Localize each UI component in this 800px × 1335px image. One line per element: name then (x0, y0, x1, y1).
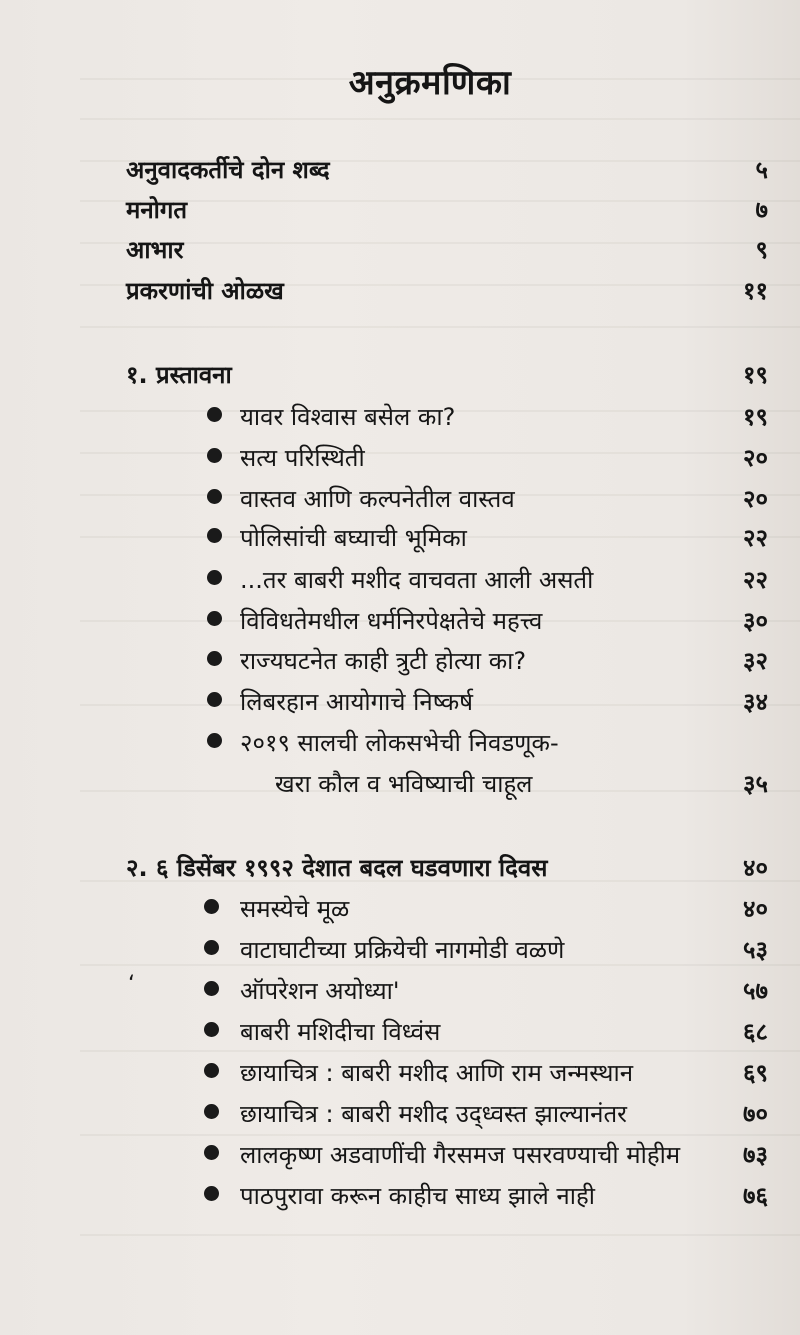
toc-subentry-label: सत्य परिस्थिती (240, 444, 365, 472)
toc-subentry-label: लालकृष्ण अडवाणींची गैरसमज पसरवण्याची मोहीम (240, 1141, 681, 1169)
toc-subentry-page: ६८ (743, 1018, 768, 1046)
chapter-heading (0, 355, 800, 395)
chapter-title: २. ६ डिसेंबर १९९२ देशात बदल घडवणारा दिवस (126, 854, 548, 882)
toc-entry-page: ११ (743, 277, 768, 305)
toc-subentry-label: पोलिसांची बघ्याची भूमिका (240, 524, 467, 552)
toc-subentry (0, 560, 800, 600)
toc-subentry-label: छायाचित्र : बाबरी मशीद उद्ध्वस्त झाल्यानंतर (240, 1100, 627, 1128)
toc-subentry (0, 1135, 800, 1175)
bullet-icon (204, 1063, 219, 1078)
toc-subentry (0, 397, 800, 437)
toc-subentry (0, 1176, 800, 1216)
toc-subentry (0, 682, 800, 722)
toc-subentry-page: २० (743, 444, 768, 472)
toc-subentry-label: छायाचित्र : बाबरी मशीद आणि राम जन्मस्थान (240, 1059, 634, 1087)
toc-subentry-label: वाटाघाटीच्या प्रक्रियेची नागमोडी वळणे (240, 936, 565, 964)
toc-subentry-label: बाबरी मशिदीचा विध्वंस (240, 1018, 441, 1046)
toc-subentry-page: २२ (743, 524, 768, 552)
bullet-icon (207, 733, 222, 748)
bullet-icon (207, 448, 222, 463)
toc-subentry-page: ३५ (743, 770, 768, 798)
toc-subentry (0, 1012, 800, 1052)
bullet-icon (207, 611, 222, 626)
toc-subentry (0, 971, 800, 1011)
toc-subentry-page: ३४ (743, 688, 768, 716)
toc-subentry-label: वास्तव आणि कल्पनेतील वास्तव (240, 485, 515, 513)
bullet-icon (207, 692, 222, 707)
toc-entry (0, 230, 800, 270)
toc-entry-page: ५ (755, 156, 768, 184)
toc-entry-label: अनुवादकर्तीचे दोन शब्द (126, 156, 330, 184)
toc-subentry-label: लिबरहान आयोगाचे निष्कर्ष (240, 688, 474, 716)
toc-subentry (0, 930, 800, 970)
toc-subentry-page: ३२ (743, 647, 768, 675)
bullet-icon (204, 899, 219, 914)
toc-subentry-continuation (0, 764, 800, 804)
toc-subentry-label: २०१९ सालची लोकसभेची निवडणूक- (240, 729, 559, 757)
toc-subentry (0, 641, 800, 681)
bullet-icon (204, 940, 219, 955)
toc-subentry-page: २२ (743, 566, 768, 594)
toc-entry-label: मनोगत (126, 196, 188, 224)
toc-subentry-label: यावर विश्वास बसेल का? (240, 403, 456, 431)
chapter-title: १. प्रस्तावना (126, 361, 232, 389)
bullet-icon (204, 1186, 219, 1201)
toc-subentry-page: ७० (743, 1100, 768, 1128)
toc-subentry (0, 1094, 800, 1134)
toc-subentry-page: १९ (743, 403, 768, 431)
toc-subentry-continuation-label: खरा कौल व भविष्याची चाहूल (275, 770, 533, 798)
toc-entry (0, 190, 800, 230)
toc-entry (0, 271, 800, 311)
toc-subentry-label: समस्येचे मूळ (240, 895, 350, 923)
toc-subentry-page: ५३ (743, 936, 768, 964)
bullet-icon (204, 1145, 219, 1160)
bullet-icon (207, 651, 222, 666)
toc-subentry-label: पाठपुरावा करून काहीच साध्य झाले नाही (240, 1182, 595, 1210)
show-through-line (80, 118, 800, 120)
toc-subentry-label: विविधतेमधील धर्मनिरपेक्षतेचे महत्त्व (240, 607, 543, 635)
bullet-icon (207, 570, 222, 585)
toc-subentry (0, 889, 800, 929)
chapter-page: ४० (743, 854, 768, 882)
toc-subentry-label: ऑपरेशन अयोध्या' (240, 977, 400, 1005)
toc-subentry-page: ७६ (743, 1182, 768, 1210)
bullet-icon (204, 981, 219, 996)
toc-subentry-page: ३० (743, 607, 768, 635)
bullet-icon (204, 1022, 219, 1037)
toc-subentry (0, 723, 800, 763)
stray-mark: ‘ (128, 972, 135, 997)
toc-entry-page: ९ (755, 236, 768, 264)
toc-subentry (0, 479, 800, 519)
toc-subentry (0, 1053, 800, 1093)
bullet-icon (207, 528, 222, 543)
toc-subentry (0, 438, 800, 478)
toc-subentry-page: ४० (743, 895, 768, 923)
toc-subentry (0, 601, 800, 641)
toc-entry-label: प्रकरणांची ओळख (126, 277, 284, 305)
toc-entry-page: ७ (755, 196, 768, 224)
bullet-icon (204, 1104, 219, 1119)
chapter-page: १९ (743, 361, 768, 389)
toc-subentry-page: ७३ (743, 1141, 768, 1169)
toc-subentry-label: ...तर बाबरी मशीद वाचवता आली असती (240, 566, 594, 594)
show-through-line (80, 326, 800, 328)
toc-entry (0, 150, 800, 190)
toc-subentry-page: ६९ (743, 1059, 768, 1087)
bullet-icon (207, 407, 222, 422)
show-through-line (80, 1234, 800, 1236)
page-title: अनुक्रमणिका (348, 63, 512, 103)
toc-subentry (0, 518, 800, 558)
chapter-heading (0, 848, 800, 888)
bullet-icon (207, 489, 222, 504)
toc-entry-label: आभार (126, 236, 184, 264)
toc-subentry-page: २० (743, 485, 768, 513)
toc-subentry-label: राज्यघटनेत काही त्रुटी होत्या का? (240, 647, 527, 675)
toc-subentry-page: ५७ (743, 977, 768, 1005)
